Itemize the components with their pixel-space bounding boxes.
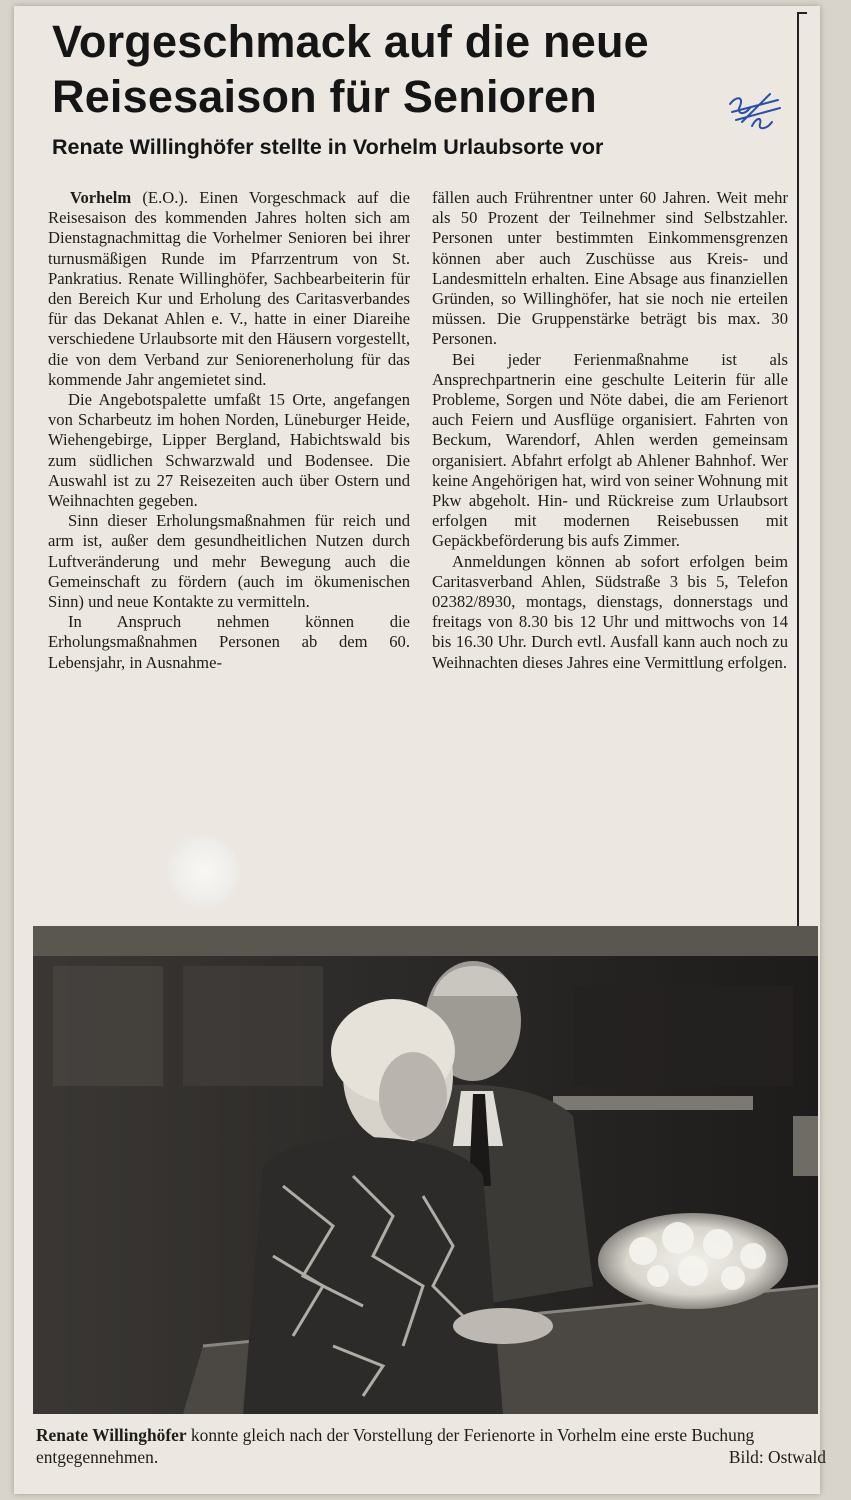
headline: Vorgeschmack auf die neue Reisesaison für Senioren xyxy=(52,16,649,122)
photo-credit: Bild: Ostwald xyxy=(728,1447,826,1467)
paper-damage xyxy=(168,835,240,907)
article-paragraph xyxy=(48,188,410,390)
subheadline: Renate Willinghöfer stellte in Vorhelm Urlaubsorte vor xyxy=(52,135,604,159)
article-paragraph: Die Angebotspalette umfaßt 15 Orte, angefangen von Scharbeutz im hohen Norden, Lüneburger Heide, Wiehengebirge, Lipper Bergland, Habichtswald bis zum südlichen Schwarzwald und Bodensee. Die Auswahl ist zu 27 Reisezeiten auch über Ostern und Weihnachten gegeben. xyxy=(48,390,410,511)
caption-text: konnte gleich nach der Vorstellung der Ferienorte in Vorhelm eine erste Buchung entgegennehmen. xyxy=(36,1425,755,1467)
article-paragraph: fällen auch Frührentner unter 60 Jahren. Weit mehr als 50 Prozent der Teilnehmer sind Selbstzahler. Personen unter bestimmten Einkommensgrenzen können aber auch Zuschüsse aus Kreis- und Landesmitteln erhalten. Eine Absage aus finanziellen Gründen, so Willinghöfer, hat sie noch nie erteilen müssen. Die Gruppenstärke beträgt bis max. 30 Personen. xyxy=(432,188,788,349)
photo-caption xyxy=(36,1424,826,1468)
caption-name: Renate Willinghöfer xyxy=(36,1425,187,1445)
handwritten-annotation-icon xyxy=(722,82,784,138)
article-column-2 xyxy=(432,188,788,888)
photo xyxy=(33,926,818,1414)
article-paragraph: Bei jeder Ferienmaßnahme ist als Ansprechpartnerin eine geschulte Leiterin für alle Probleme, Sorgen und Nöte dabei, die am Ferienort auch Feiern und Ausflüge organisiert. Fahrten von Beckum, Warendorf, Ahlen werden gemeinsam organisiert. Abfahrt erfolgt ab Ahlener Bahnhof. Wer keine Angehörigen hat, wird von seiner Wohnung mit Pkw abgeholt. Hin- und Rückreise zum Urlaubsort erfolgen mit modernen Reisebussen mit Gepäckbeförderung bis aufs Zimmer. xyxy=(432,349,788,551)
article-column-1 xyxy=(48,188,410,893)
article-paragraph: Sinn dieser Erholungsmaßnahmen für reich und arm ist, außer dem gesundheitlichen Nutzen durch Luftveränderung und mehr Bewegung auch die Gemeinschaft zu fördern (auch im ökumenischen Sinn) und neue Kontakte zu vermitteln. xyxy=(48,511,410,612)
paragraph-text: Einen Vorgeschmack auf die Reisesaison des kommenden Jahres holten sich am Dienstagnachmittag die Vorhelmer Senioren bei ihrer turnusmäßigen Runde im Pfarrzentrum von St. Pankratius. Renate Willinghöfer, Sachbearbeiterin für den Bereich Kur und Erholung des Caritasverbandes für das Dekanat Ahlen e. V., hatte in einer Diareihe verschiedene Urlaubsorte mit den Häusern vorgestellt, die von dem Verband zur Seniorenerholung für das kommende Jahr angemietet sind. xyxy=(48,188,410,389)
agency-tag: (E.O.). xyxy=(142,188,189,207)
dateline: Vorhelm xyxy=(70,188,132,207)
article-paragraph: In Anspruch nehmen können die Erholungsmaßnahmen Personen ab dem 60. Lebensjahr, in Ausnahme- xyxy=(48,612,410,672)
article-paragraph: Anmeldungen können ab sofort erfolgen beim Caritasverband Ahlen, Südstraße 3 bis 5, Telefon 02382/8930, montags, dienstags, donnerstags und freitags von 8.30 bis 12 Uhr und mittwochs von 14 bis 16.30 Uhr. Durch evtl. Ausfall kann auch noch zu Weihnachten dieses Jahres eine Vermittlung erfolgen. xyxy=(432,551,788,672)
